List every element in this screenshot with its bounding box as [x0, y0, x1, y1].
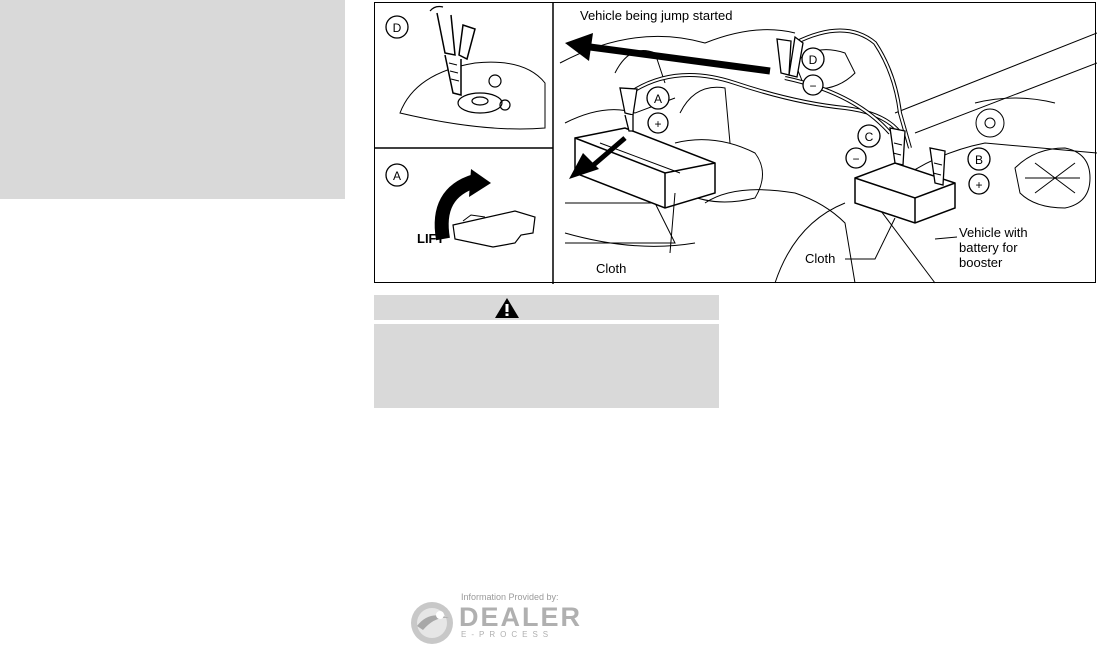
callout-circle-minus-c: [846, 148, 866, 168]
lift-label: LIFT: [417, 231, 445, 246]
minus-symbol-d: −: [809, 79, 817, 93]
minus-symbol-c: −: [852, 152, 860, 166]
callout-circle-a-main: [647, 87, 669, 109]
callout-circle-minus-d: [803, 75, 823, 95]
warning-header: [374, 295, 719, 320]
callout-b-main: B: [974, 153, 984, 167]
cloth-right-label: Cloth: [805, 251, 836, 266]
jump-start-illustration: [375, 3, 1097, 284]
callout-a-inset: A: [392, 169, 402, 183]
callout-d-main: D: [808, 53, 818, 67]
vehicle-booster-label-line2: battery for: [959, 240, 1018, 255]
callout-a-main: A: [653, 92, 663, 106]
clamp-a: [620, 88, 637, 131]
plus-symbol-a: +: [654, 117, 662, 131]
cloth-left-label: Cloth: [596, 261, 627, 276]
vehicle-jump-started-label: Vehicle being jump started: [580, 8, 733, 23]
callout-d-inset: D: [392, 21, 402, 35]
callout-circle-plus-b: [969, 174, 989, 194]
warning-triangle-icon: [494, 297, 520, 319]
left-grey-panel: [0, 0, 345, 199]
inset-ground-terminal: [400, 7, 545, 130]
dealer-logo-icon: [409, 600, 455, 646]
callout-circle-b-main: [968, 148, 990, 170]
callout-circle-d-main: [802, 48, 824, 70]
cloth-right-leader: [845, 218, 895, 259]
watermark-brand-sub: E-PROCESS: [461, 630, 554, 639]
callout-circle-a-inset: [386, 164, 408, 186]
dealer-eprocess-watermark: [405, 592, 620, 648]
clamp-c: [890, 128, 905, 165]
watermark-caption: Information Provided by:: [461, 592, 559, 602]
vehicle-booster-label-line1: Vehicle with: [959, 225, 1028, 240]
clamp-d: [777, 37, 803, 77]
vehicle-booster-label-line3: booster: [959, 255, 1003, 270]
plus-symbol-b: +: [975, 178, 983, 192]
callout-circle-d-inset: [386, 16, 408, 38]
watermark-brand-name: DEALER: [459, 602, 583, 632]
inset-lift-cover: [442, 169, 535, 247]
callout-circle-c-main: [858, 125, 880, 147]
booster-leader: [935, 237, 957, 239]
callout-c-main: C: [864, 130, 874, 144]
warning-body: [374, 324, 719, 408]
callout-circle-plus-a: [648, 113, 668, 133]
jump-start-figure: [374, 2, 1096, 283]
